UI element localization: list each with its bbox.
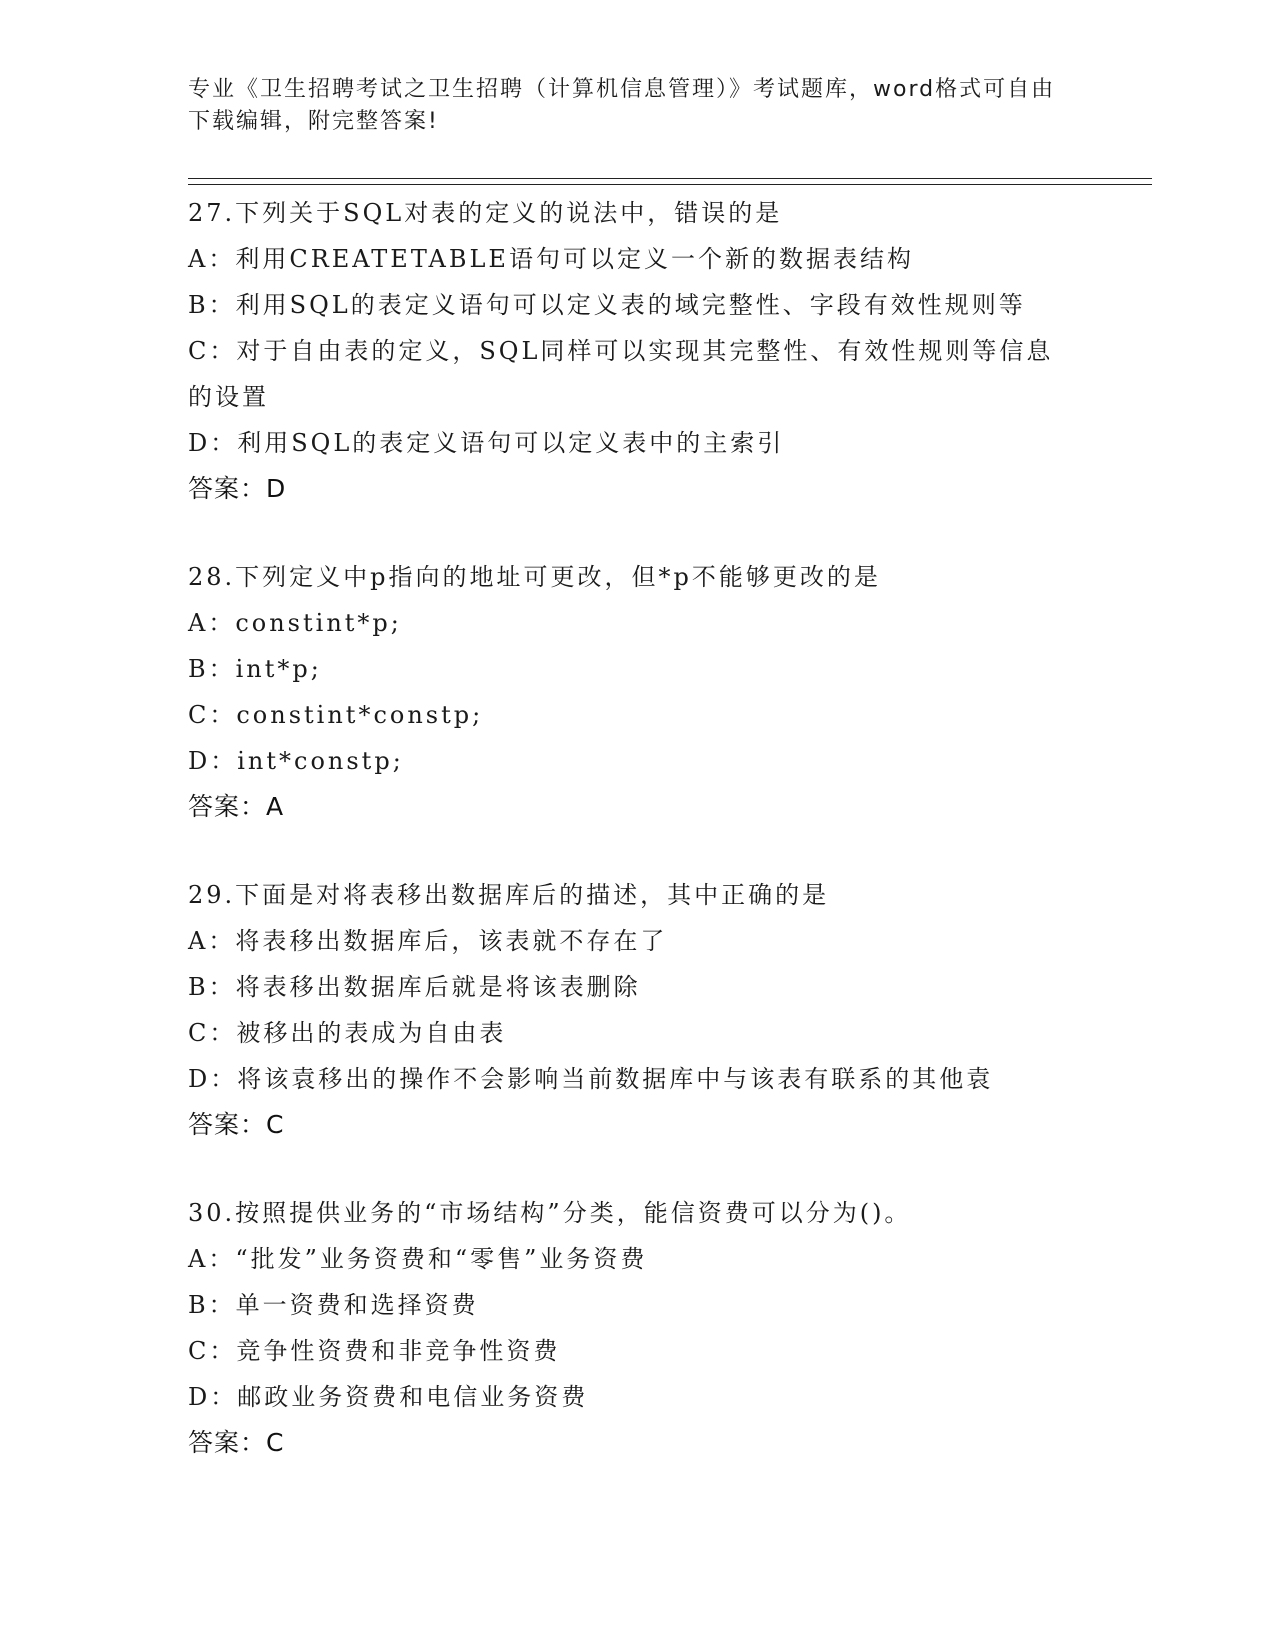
question-stem: 30.按照提供业务的“市场结构”分类，能信资费可以分为()。 — [188, 1199, 912, 1227]
option-a: A：将表移出数据库后，该表就不存在了 — [188, 927, 668, 955]
option-b: B：将表移出数据库后就是将该表删除 — [188, 973, 641, 1001]
option-b: B：利用SQL的表定义语句可以定义表的域完整性、字段有效性规则等 — [188, 291, 1026, 319]
answer-label: 答案：A — [188, 792, 285, 821]
option-d: D：利用SQL的表定义语句可以定义表中的主索引 — [188, 429, 785, 457]
header-rule-top — [188, 178, 1152, 179]
option-d: D：邮政业务资费和电信业务资费 — [188, 1383, 589, 1411]
question-30 — [188, 1190, 1088, 1466]
option-c: C：constint*constp; — [188, 701, 484, 729]
question-stem: 27.下列关于SQL对表的定义的说法中，错误的是 — [188, 199, 783, 227]
answer-label: 答案：C — [188, 1428, 285, 1457]
option-a: A：利用CREATETABLE语句可以定义一个新的数据表结构 — [188, 245, 914, 273]
option-d: D：将该袁移出的操作不会影响当前数据库中与该表有联系的其他袁 — [188, 1065, 994, 1093]
question-28 — [188, 554, 1088, 830]
option-a: A：“批发”业务资费和“零售”业务资费 — [188, 1245, 648, 1273]
option-d: D：int*constp; — [188, 747, 404, 775]
answer-label: 答案：D — [188, 474, 287, 503]
question-27 — [188, 190, 1088, 512]
question-list — [188, 190, 1088, 1508]
option-b: B：int*p; — [188, 655, 322, 683]
question-stem: 28.下列定义中p指向的地址可更改，但*p不能够更改的是 — [188, 563, 881, 591]
question-29 — [188, 872, 1088, 1148]
option-c: C：竞争性资费和非竞争性资费 — [188, 1337, 561, 1365]
option-c: C：对于自由表的定义，SQL同样可以实现其完整性、有效性规则等信息的设置 — [188, 337, 1054, 411]
answer-label: 答案：C — [188, 1110, 285, 1139]
document-header: 专业《卫生招聘考试之卫生招聘（计算机信息管理）》考试题库，word格式可自由下载编辑，附完整答案! — [188, 77, 1056, 134]
option-a: A：constint*p; — [188, 609, 402, 637]
question-stem: 29.下面是对将表移出数据库后的描述，其中正确的是 — [188, 881, 830, 909]
header-rule-bottom — [188, 184, 1152, 185]
option-c: C：被移出的表成为自由表 — [188, 1019, 507, 1047]
option-b: B：单一资费和选择资费 — [188, 1291, 479, 1319]
